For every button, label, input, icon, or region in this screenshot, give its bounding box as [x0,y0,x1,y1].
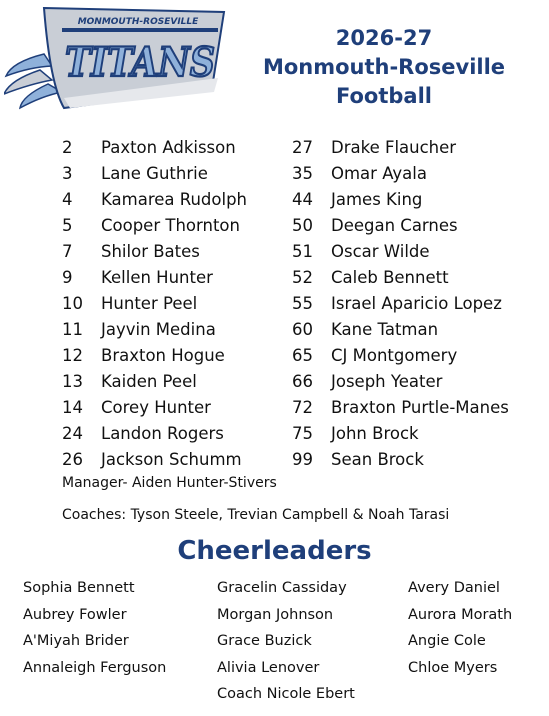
jersey-number: 9 [62,268,73,287]
roster-row [62,369,542,395]
team-coaches: Coaches: Tyson Steele, Trevian Campbell & Noah Tarasi [62,507,450,523]
jersey-number: 50 [292,216,313,235]
jersey-number: 60 [292,320,313,339]
player-name: Hunter Peel [101,294,198,313]
jersey-number: 24 [62,424,83,443]
jersey-number: 75 [292,424,313,443]
roster-row [62,343,542,369]
jersey-number: 7 [62,242,73,261]
player-name: Braxton Purtle-Manes [331,398,509,417]
cheerleader-name: Chloe Myers [408,659,498,676]
cheer-column [23,575,166,681]
cheerleader-name: A'Miyah Brider [23,633,129,649]
cheerleader-name: Annaleigh Ferguson [23,659,167,676]
player-name: Kaiden Peel [101,372,197,391]
cheerleaders-heading: Cheerleaders [177,536,372,566]
title-sport: Football [336,84,432,108]
cheerleader-name: Angie Cole [408,633,486,649]
jersey-number: 44 [292,190,313,209]
jersey-number: 12 [62,346,83,365]
cheerleader-name: Sophia Bennett [23,580,135,596]
jersey-number: 13 [62,372,83,391]
jersey-number: 10 [62,294,83,313]
player-name: John Brock [331,424,419,443]
title-season: 2026-27 [335,26,433,50]
jersey-number: 51 [292,242,313,261]
title-school: Monmouth-Roseville [262,55,506,79]
player-name: Cooper Thornton [101,216,240,235]
roster-row [62,213,542,239]
jersey-number: 14 [62,398,83,417]
player-name: Braxton Hogue [101,346,225,365]
cheerleader-name: Coach Nicole Ebert [217,686,355,702]
player-name: Jayvin Medina [101,320,216,339]
jersey-number: 65 [292,346,313,365]
player-name: Paxton Adkisson [101,138,236,157]
roster-row [62,447,542,473]
cheer-column [217,575,355,708]
player-name: Caleb Bennett [331,268,449,287]
player-name: Kamarea Rudolph [101,190,248,209]
player-name: Jackson Schumm [101,450,242,469]
jersey-number: 4 [62,190,73,209]
cheerleader-name: Alivia Lenover [217,659,320,676]
player-name: Deegan Carnes [331,216,458,235]
cheerleader-name: Gracelin Cassiday [217,580,347,596]
jersey-number: 26 [62,450,83,469]
player-name: Lane Guthrie [101,164,208,183]
roster-row [62,239,542,265]
jersey-number: 3 [62,164,73,183]
team-manager: Manager- Aiden Hunter-Stivers [62,475,277,491]
jersey-number: 5 [62,216,73,235]
roster-row [62,291,542,317]
jersey-number: 11 [62,320,83,339]
player-name: Oscar Wilde [331,242,430,261]
roster-row [62,395,542,421]
roster-row [62,421,542,447]
player-name: Corey Hunter [101,398,211,417]
page-title [225,24,543,111]
jersey-number: 27 [292,138,313,157]
jersey-number: 72 [292,398,313,417]
jersey-number: 55 [292,294,313,313]
jersey-number: 99 [292,450,313,469]
player-name: Joseph Yeater [331,372,443,391]
titans-logo [4,4,226,114]
cheerleader-name: Morgan Johnson [217,606,334,623]
player-name: Sean Brock [331,450,424,469]
jersey-number: 2 [62,138,73,157]
player-name: James King [331,190,423,209]
cheerleader-name: Avery Daniel [408,580,500,596]
jersey-number: 52 [292,268,313,287]
roster-row [62,317,542,343]
player-name: CJ Montgomery [331,346,458,365]
player-name: Drake Flaucher [331,138,457,157]
player-name: Landon Rogers [101,424,224,443]
cheerleader-name: Aurora Morath [408,606,513,623]
player-name: Shilor Bates [101,242,200,261]
player-name: Israel Aparicio Lopez [331,294,502,313]
jersey-number: 35 [292,164,313,183]
cheerleader-name: Grace Buzick [217,633,312,649]
cheer-column [408,575,512,681]
logo-main-text: TITANS [65,39,215,86]
logo-top-text: MONMOUTH-ROSEVILLE [77,17,199,27]
roster-row [62,187,542,213]
roster-row [62,161,542,187]
cheerleader-name: Aubrey Fowler [23,606,127,623]
jersey-number: 66 [292,372,313,391]
roster-row [62,135,542,161]
roster-row [62,265,542,291]
football-roster [62,135,542,473]
player-name: Kellen Hunter [101,268,213,287]
player-name: Omar Ayala [331,164,427,183]
player-name: Kane Tatman [331,320,439,339]
